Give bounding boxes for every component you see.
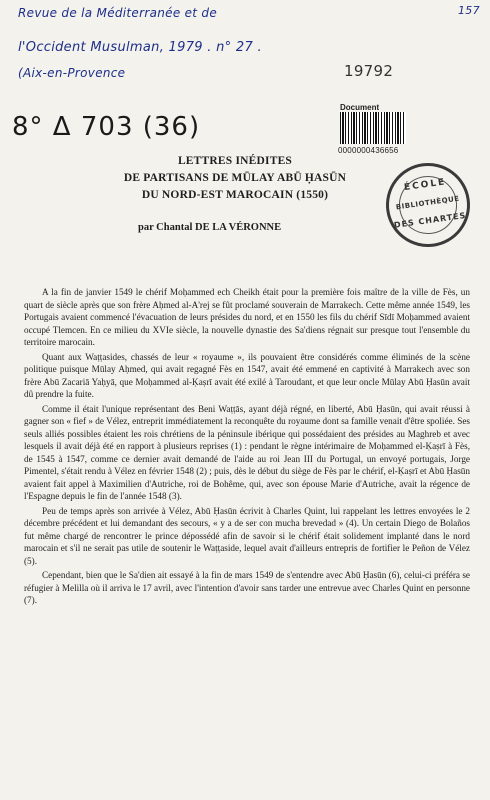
barcode-number: 0000000436656 xyxy=(338,146,399,155)
title-line-1: LETTRES INÉDITES xyxy=(177,155,293,167)
barcode-icon xyxy=(340,112,406,144)
paragraph-2: Quant aux Waṭṭasides, chassés de leur « royaume », ils pouvaient être considérés comme éliminés de la scène politique puisque Mūlay Aḥmed, qui avait regagné Fès en 1547, avait été emmené en captivité à Marrakech avec son frère Abū Zacariā Yaḥyā, que Moḥammed al-Ḳaṣrī avait été exilé à Taroudant, et que leur oncle Mūlay Abū Ḥasūn avait dû prendre la fuite. xyxy=(24,351,470,399)
handwritten-shelfmark: 8° Δ 703 (36) xyxy=(12,112,201,142)
article-body xyxy=(24,286,470,609)
stamp-text-bottom: DES CHARTES xyxy=(393,210,467,230)
title-line-3: DU NORD-EST MAROCAIN (1550) xyxy=(141,189,329,201)
paragraph-3: Comme il était l'unique représentant des Beni Waṭṭās, ayant déjà régné, en liberté, Abū Ḥasūn, qui avait réussi à gagner son « fief » de Vélez, entreprit immédiatement la reconquête du royaume dont sa famille venait d'être spoliée. Ses seuls alliés possibles étaient les rois chrétiens de la péninsule ibérique qui possédaient des présides au Maghreb et avec lesquels il avait déjà été en rapport à plusieurs reprises (1) : pendant le règne intérimaire de Moḥammed el-Ḳaṣrī à Fès, de 1545 à 1547, comme ce dernier avait demandé de l'aide au roi Jean III du Portugal, un envoyé portugais, Jorge Pimentel, s'était rendu à Vélez en février 1548 (2) ; puis, dès le début du siège de Fès par le chérif, el-Ḳaṣrī et Abū Ḥasūn avaient fait appel à Maximilien d'Autriche, roi de Bohême, qui, avec son épouse Marie d'Autriche, avait la régence de l'Espagne depuis le fin de l'année 1548 (3). xyxy=(24,403,470,501)
paragraph-4: Peu de temps après son arrivée à Vélez, Abū Ḥasūn écrivit à Charles Quint, lui rappelant les lettres envoyées le 2 décembre précédent et lui demandant des secours, « y a de ser con mucha brevedad » (4). Un certain Diego de Bolaños fut même chargé de rencontrer le prince dépossédé afin de savoir si le chérif était solidement implanté dans le nord marocain et s'il ne serait pas utile de soutenir le Waṭṭaside, lequel avait d'ailleurs entrepris de fortifier le Peñon de Vélez (5). xyxy=(24,505,470,566)
paragraph-5: Cependant, bien que le Sa'dien ait essayé à la fin de mars 1549 de s'entendre avec Abū Ḥasūn (6), celui-ci préféra se réfugier à Melilla où il arriva le 17 avril, avec l'intention d'avoir sans tarder une entrevue avec Charles Quint en personne (7). xyxy=(24,570,470,605)
handwritten-reference-number: 19792 xyxy=(344,62,394,80)
author-line: par Chantal DE LA VÉRONNE xyxy=(138,222,282,233)
handwritten-citation-line3: (Aix-en-Provence xyxy=(18,66,126,80)
handwritten-citation-line2: l'Occident Musulman, 1979 . n° 27 . xyxy=(18,40,262,55)
paragraph-1: A la fin de janvier 1549 le chérif Moḥammed ech Cheikh était pour la première fois maître de la ville de Fès, un quart de siècle après que son frère Aḥmed al-A'rej se fût proclamé souverain de Marrakech. Cette même année 1549, les Portugais avaient commencé l'évacuation de leurs présides du nord, et en 1550 les fils du chérif Sīdī Moḥammed avaient occupé Tlemcen. En ce milieu du XVIe siècle, la nouvelle dynastie des Sa'diens régnait sur presque tout l'ensemble du territoire marocain. xyxy=(24,287,470,347)
handwritten-citation-line1: Revue de la Méditerranée et de xyxy=(18,6,218,20)
stamp-text-middle: BIBLIOTHÈQUE xyxy=(395,194,461,212)
stamp-text-top: ÉCOLE xyxy=(403,177,447,194)
handwritten-page-number: 157 xyxy=(458,4,480,17)
title-line-2: DE PARTISANS DE MŪLAY ABŪ ḤASŪN xyxy=(123,172,347,184)
barcode-label: Document xyxy=(340,103,380,112)
